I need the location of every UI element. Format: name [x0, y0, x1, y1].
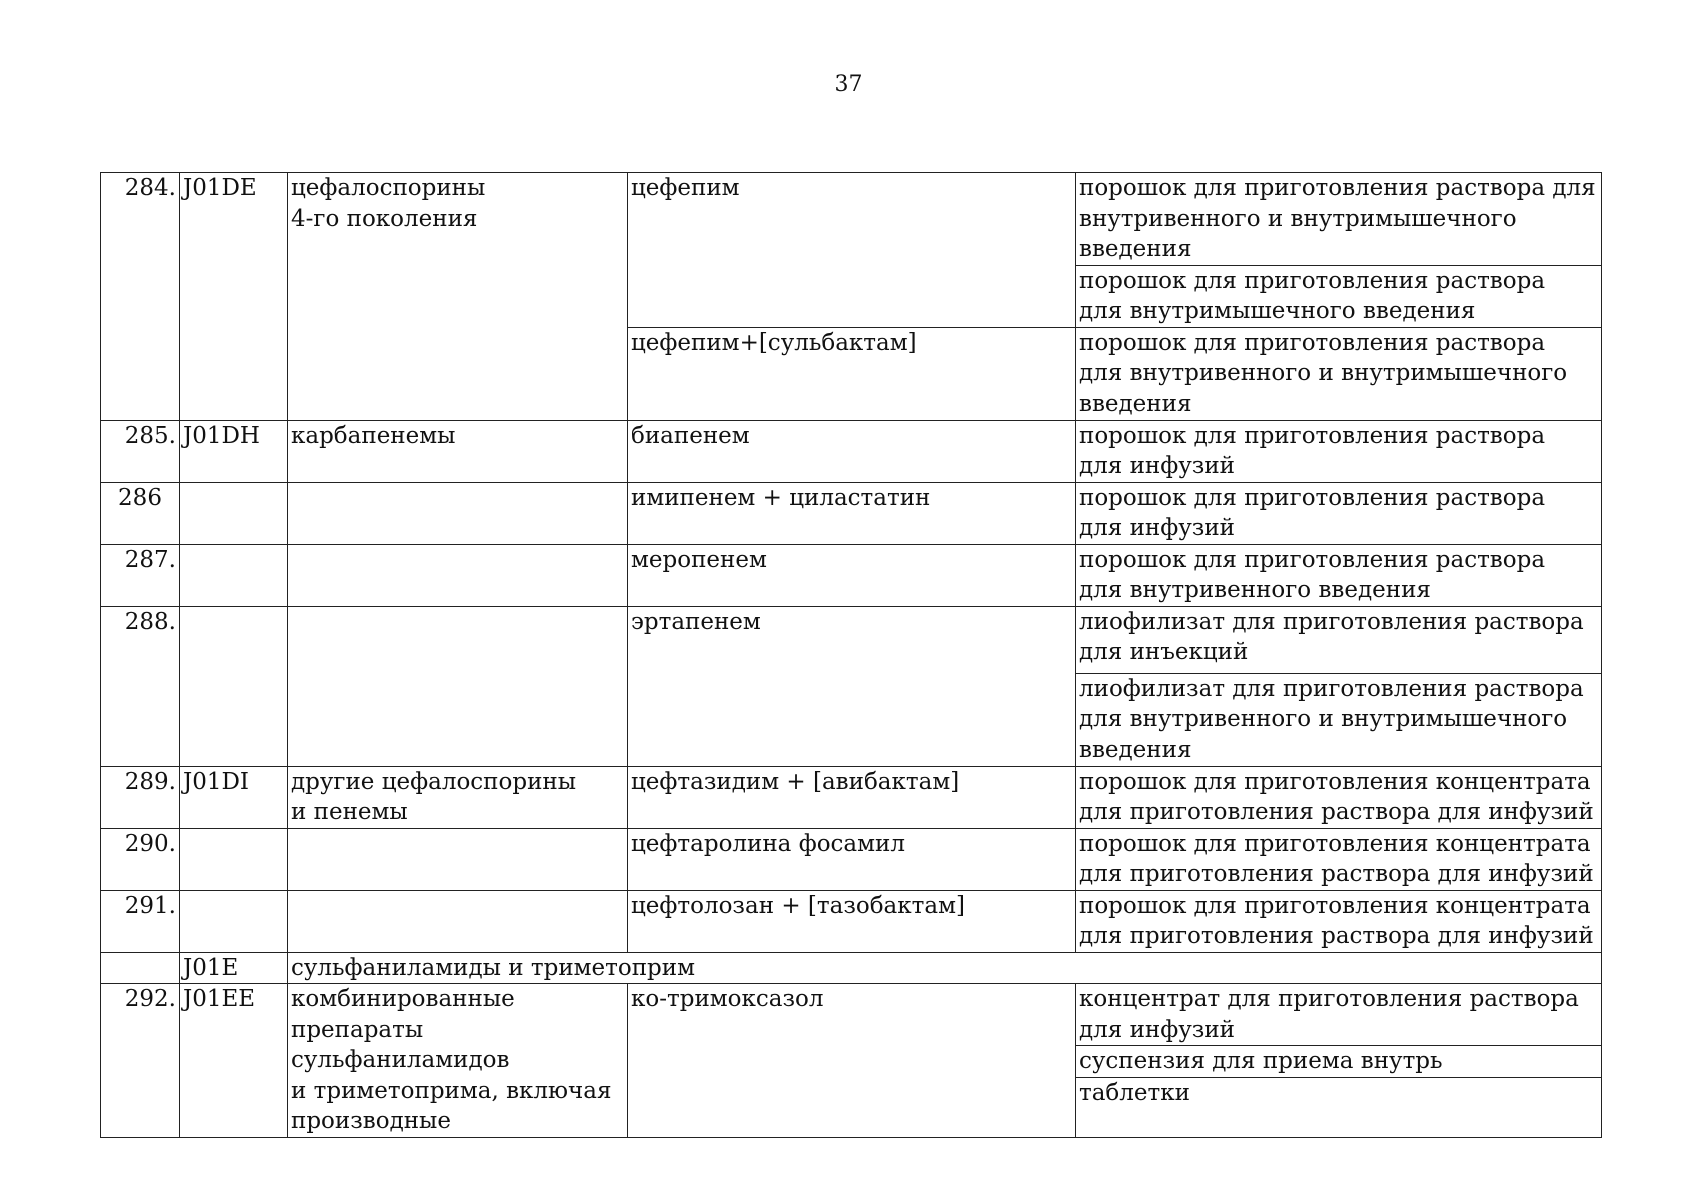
table-row [101, 420, 1602, 482]
drug-name: биапенем [628, 420, 1076, 482]
dosage-form: лиофилизат для приготовления раствора для инъекций [1076, 606, 1602, 673]
dosage-form: порошок для приготовления раствора для внутривенного и внутримышечного введения [1076, 327, 1602, 420]
row-number: 284. [101, 173, 180, 421]
dosage-form: порошок для приготовления раствора для инфузий [1076, 420, 1602, 482]
dosage-form: порошок для приготовления концентрата для приготовления раствора для инфузий [1076, 828, 1602, 890]
atc-group: другие цефалоспорины и пенемы [288, 766, 628, 828]
table-row [101, 766, 1602, 828]
drug-name: имипенем + циластатин [628, 482, 1076, 544]
drug-name: меропенем [628, 544, 1076, 606]
row-number: 290. [101, 828, 180, 890]
atc-code [180, 606, 288, 766]
row-number: 288. [101, 606, 180, 766]
dosage-form: таблетки [1076, 1077, 1602, 1137]
row-number: 285. [101, 420, 180, 482]
dosage-form: лиофилизат для приготовления раствора для внутривенного и внутримышечного введения [1076, 673, 1602, 766]
table-row [101, 482, 1602, 544]
drug-name: цефтолозан + [тазобактам] [628, 890, 1076, 952]
atc-group: карбапенемы [288, 420, 628, 482]
dosage-form: порошок для приготовления концентрата для приготовления раствора для инфузий [1076, 766, 1602, 828]
table-row [101, 544, 1602, 606]
drug-name: цефтаролина фосамил [628, 828, 1076, 890]
row-number: 287. [101, 544, 180, 606]
table-row [101, 173, 1602, 266]
dosage-form: порошок для приготовления концентрата для приготовления раствора для инфузий [1076, 890, 1602, 952]
row-number: 291. [101, 890, 180, 952]
atc-code: J01E [180, 952, 288, 984]
atc-group: комбинированные препараты сульфаниламидов и триметоприма, включая производные [288, 984, 628, 1138]
atc-group [288, 482, 628, 544]
atc-group [288, 890, 628, 952]
atc-group: цефалоспорины 4-го поколения [288, 173, 628, 421]
drug-name: эртапенем [628, 606, 1076, 766]
drug-name: цефепим+[сульбактам] [628, 327, 1076, 420]
atc-code [180, 828, 288, 890]
row-number: 289. [101, 766, 180, 828]
table-row [101, 606, 1602, 673]
atc-code: J01DE [180, 173, 288, 421]
atc-code [180, 482, 288, 544]
page-number: 37 [834, 72, 863, 97]
atc-group [288, 606, 628, 766]
atc-group: сульфаниламиды и триметоприм [288, 952, 1602, 984]
atc-code [180, 544, 288, 606]
atc-code [180, 890, 288, 952]
atc-code: J01EE [180, 984, 288, 1138]
atc-group [288, 544, 628, 606]
atc-code: J01DH [180, 420, 288, 482]
row-number: 292. [101, 984, 180, 1138]
row-number: 286 [101, 482, 180, 544]
dosage-form: концентрат для приготовления раствора для инфузий [1076, 984, 1602, 1046]
drug-list-table [100, 172, 1602, 1138]
table-row [101, 952, 1602, 984]
dosage-form: порошок для приготовления раствора для внутривенного введения [1076, 544, 1602, 606]
table-row [101, 984, 1602, 1046]
atc-group [288, 828, 628, 890]
drug-name: цефепим [628, 173, 1076, 328]
table-row [101, 890, 1602, 952]
atc-code: J01DI [180, 766, 288, 828]
row-number [101, 952, 180, 984]
drug-name: цефтазидим + [авибактам] [628, 766, 1076, 828]
dosage-form: порошок для приготовления раствора для внутримышечного введения [1076, 265, 1602, 327]
table-row [101, 828, 1602, 890]
drug-name: ко-тримоксазол [628, 984, 1076, 1138]
dosage-form: суспензия для приема внутрь [1076, 1046, 1602, 1078]
dosage-form: порошок для приготовления раствора для внутривенного и внутримышечного введения [1076, 173, 1602, 266]
dosage-form: порошок для приготовления раствора для инфузий [1076, 482, 1602, 544]
